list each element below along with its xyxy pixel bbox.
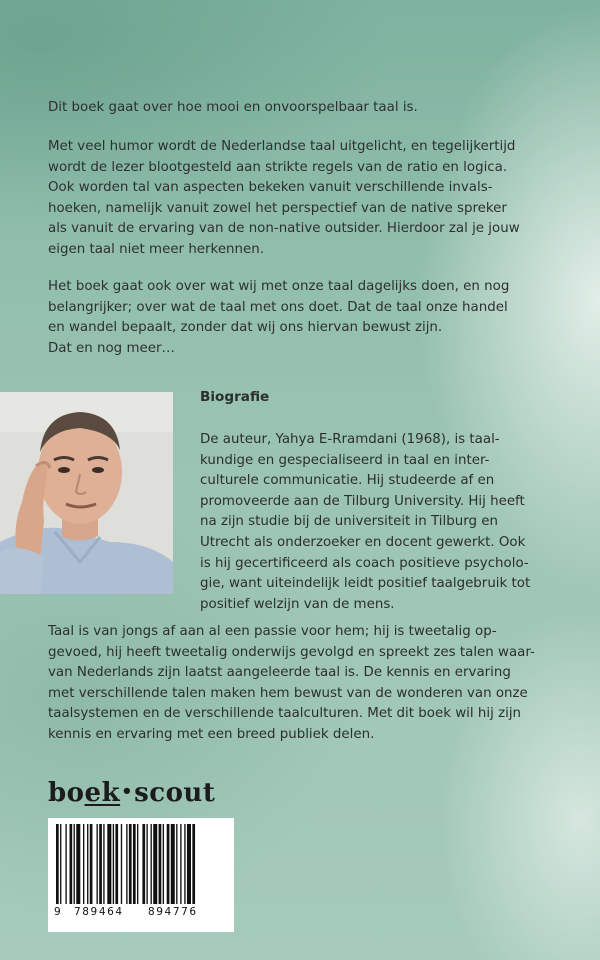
author-photo [0, 392, 173, 594]
barcode-bar [83, 824, 84, 904]
barcode-bar [142, 824, 145, 904]
isbn-group-2: 894776 [148, 906, 198, 918]
text-line: hoeken, namelijk vanuit zowel het perspectief van de native spreker [48, 200, 507, 216]
barcode-bar [97, 824, 98, 904]
text-line: De auteur, Yahya E-Rramdani (1968), is taal- [200, 432, 500, 447]
text-line: positief welzijn van de mens. [200, 596, 395, 612]
barcode-bar [115, 824, 118, 904]
barcode-bar [76, 824, 80, 904]
barcode-bar [171, 824, 175, 904]
text-line: Met veel humor wordt de Nederlandse taal uitgelicht, en tegelijkertijd [48, 139, 516, 154]
text-line: gie, want uiteindelijk leidt positief taalgebruik tot [200, 576, 531, 592]
text-line: culturele communicatie. Hij studeerde af en [200, 473, 495, 489]
barcode-bar [56, 824, 59, 904]
author-portrait-illustration [0, 392, 173, 594]
logo-part: bo [48, 778, 85, 808]
text-line: van Nederlands zijn laatst aangeleerde taal is. De kennis en ervaring [48, 665, 511, 681]
barcode-bar [151, 824, 152, 904]
text-line: met verschillende talen maken hem bewust van de wonderen van onze [48, 685, 528, 701]
intro-paragraph-1: Dit boek gaat over hoe mooi en onvoorspelbaar taal is. [48, 100, 418, 115]
barcode-bar [137, 824, 138, 904]
intro-paragraph-3 [48, 277, 568, 359]
biography-title: Biografie [200, 389, 270, 405]
barcode-bar [87, 824, 88, 904]
text-line: als vanuit de ervaring van de non-native outsider. Hierdoor zal je jouw [48, 221, 520, 237]
text-line: wordt de lezer blootgesteld aan strikte regels van de ratio en logica. [48, 159, 508, 175]
barcode-bar [129, 824, 132, 904]
barcode-bar [99, 824, 102, 904]
intro-paragraph-2 [48, 137, 578, 261]
text-line: Dat en nog meer… [48, 340, 175, 356]
barcode-bars [56, 824, 226, 910]
barcode-bar [184, 824, 185, 904]
barcode-bar [159, 824, 162, 904]
barcode-bar [126, 824, 127, 904]
barcode-bar [60, 824, 61, 904]
barcode-bar [121, 824, 122, 904]
barcode-bar [163, 824, 164, 904]
text-line: is hij gecertificeerd als coach positieve psycholo- [200, 555, 529, 571]
text-line: na zijn studie bij de universiteit in Tilburg en [200, 514, 498, 530]
text-line: belangrijker; over wat de taal met ons doet. Dat de taal onze handel [48, 299, 508, 315]
text-line: en wandel bepaalt, zonder dat wij ons hiervan bewust zijn. [48, 320, 443, 336]
text-line: Utrecht als onderzoeker en docent gewerkt. Ook [200, 534, 526, 550]
text-line: gevoed, hij heeft tweetalig onderwijs gevolgd en spreekt zes talen waar- [48, 644, 535, 660]
barcode-bar [167, 824, 170, 904]
barcode-bar [176, 824, 177, 904]
text-line: kundige en gespecialiseerd in taal en inter- [200, 452, 490, 468]
barcode-bar [74, 824, 75, 904]
barcode-bar [133, 824, 136, 904]
barcode-bar [70, 824, 73, 904]
barcode-bar [90, 824, 93, 904]
barcode-bar [103, 824, 104, 904]
isbn-barcode [48, 818, 234, 932]
isbn-first-digit: 9 [54, 906, 61, 918]
biography-text [200, 430, 580, 615]
publisher-logo [48, 778, 215, 808]
isbn-group-1: 789464 [74, 906, 124, 918]
barcode-bar [187, 824, 191, 904]
text-line: promoveerde aan de Tilburg University. Hij heeft [200, 493, 525, 509]
barcode-bar [65, 824, 66, 904]
text-line: kennis en ervaring met een breed publiek delen. [48, 726, 375, 742]
text-line: Taal is van jongs af aan al een passie voor hem; hij is tweetalig op- [48, 624, 497, 639]
text-line: Het boek gaat ook over wat wij met onze taal dagelijks doen, en nog [48, 279, 510, 294]
barcode-bar [153, 824, 157, 904]
barcode-bar [192, 824, 195, 904]
logo-dot: • [121, 781, 134, 802]
barcode-bar [180, 824, 181, 904]
logo-part: ek [84, 778, 121, 808]
text-line: taalsystemen en de verschillende taalculturen. Met dit boek wil hij zijn [48, 706, 522, 722]
text-line: Ook worden tal van aspecten bekeken vanuit verschillende invals- [48, 180, 493, 196]
barcode-bar [146, 824, 147, 904]
barcode-bar [107, 824, 111, 904]
logo-part: scout [134, 778, 216, 808]
passion-paragraph [48, 622, 588, 746]
barcode-bar [113, 824, 114, 904]
text-line: eigen taal niet meer herkennen. [48, 241, 265, 257]
